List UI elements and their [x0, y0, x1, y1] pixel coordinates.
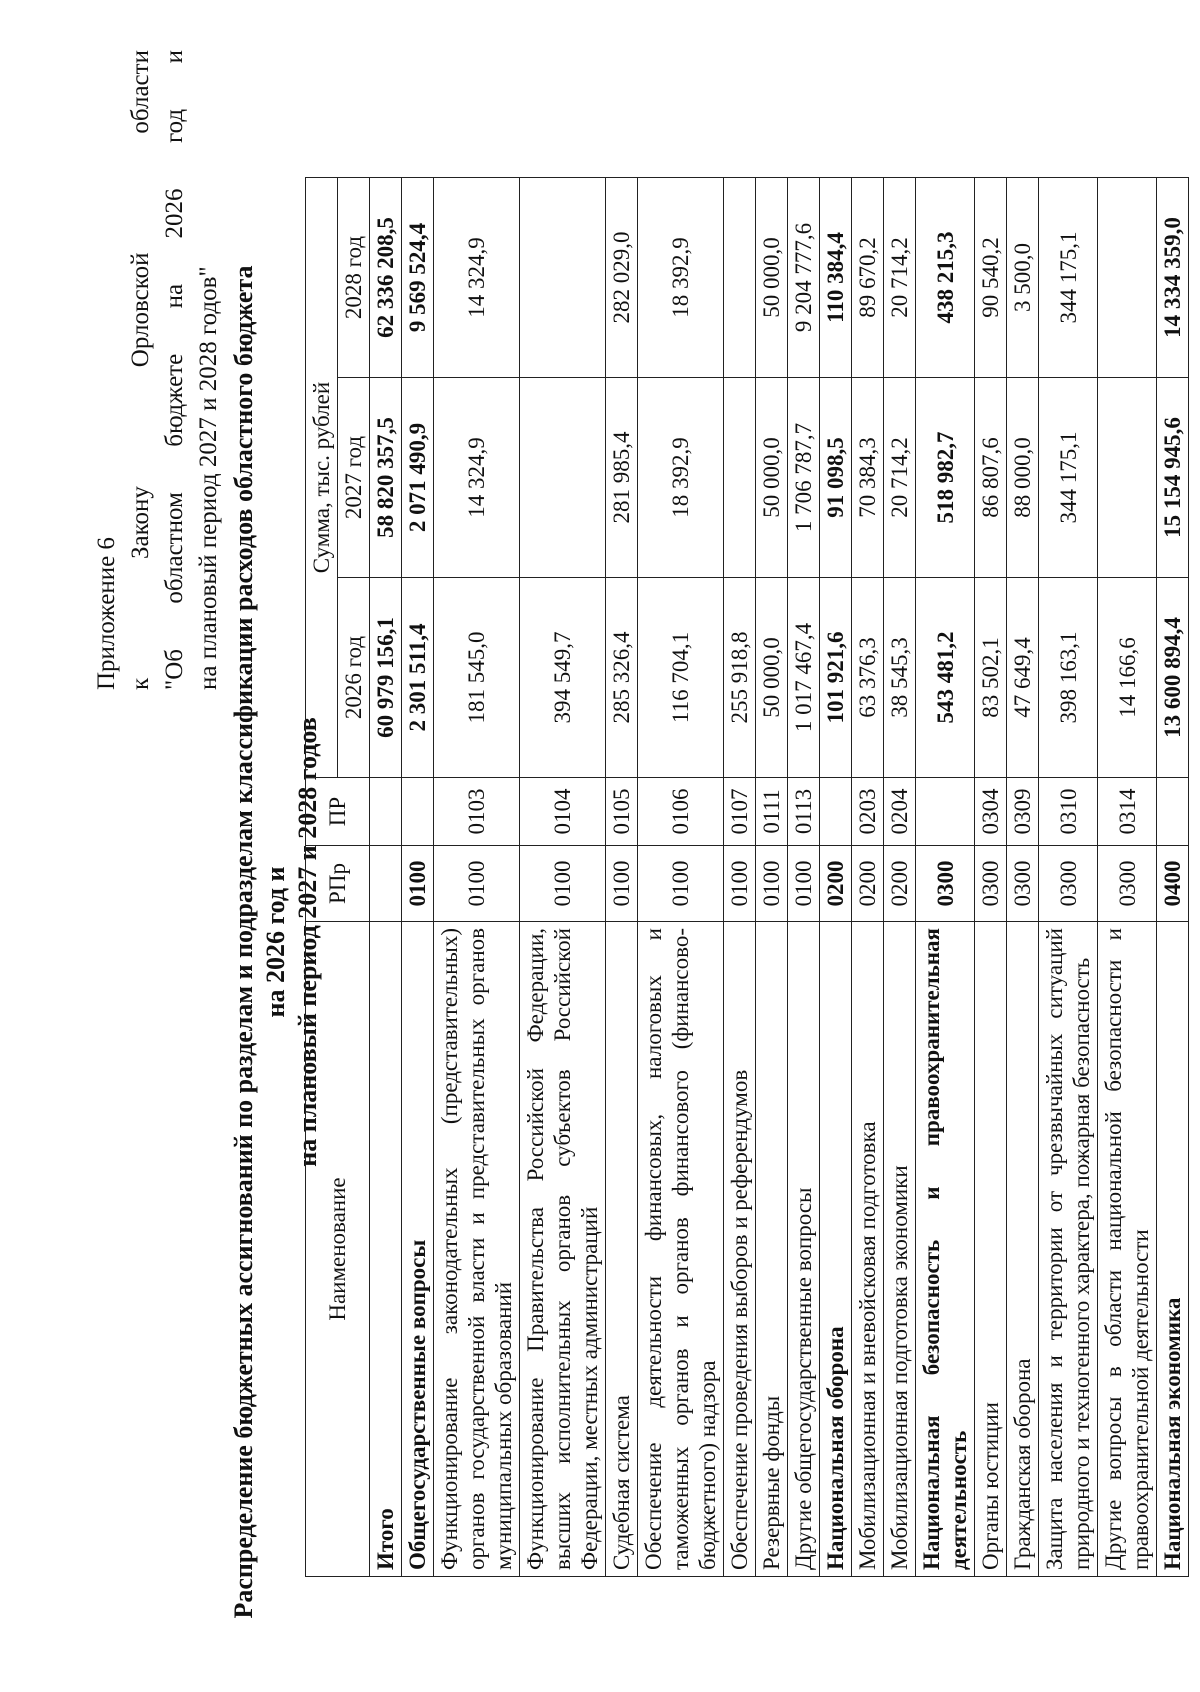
row-value-2027: 518 982,7	[916, 378, 975, 578]
row-value-2027: 2 071 490,9	[402, 378, 434, 578]
table	[305, 177, 1189, 1577]
row-name: Гражданская оборона	[1007, 922, 1039, 1577]
budget-allocation-table	[305, 177, 1189, 1577]
row-rz-code: 0200	[820, 846, 852, 922]
row-name: Мобилизационная и вневойсковая подготовка	[852, 922, 884, 1577]
row-rz-code: 0100	[402, 846, 434, 922]
row-value-2027	[1098, 378, 1157, 578]
row-value-2026: 14 166,6	[1098, 578, 1157, 778]
row-name: Национальная экономика	[1157, 922, 1189, 1577]
row-pr-code: 0304	[975, 778, 1007, 846]
row-name: Функционирование законодательных (представительных) органов государственной власти и представительных органов муниципальных образований	[434, 922, 520, 1577]
row-rz-code: 0400	[1157, 846, 1189, 922]
row-pr-code: 0105	[606, 778, 638, 846]
row-value-2026: 543 481,2	[916, 578, 975, 778]
row-value-2028: 9 569 524,4	[402, 178, 434, 378]
row-name: Обеспечение проведения выборов и референдумов	[724, 922, 756, 1577]
title-line-2: на плановый период 2027 и 2028 годов	[293, 717, 322, 1167]
table-header-row	[306, 178, 338, 1577]
row-value-2027: 1 706 787,7	[788, 378, 820, 578]
row-value-2026: 38 545,3	[884, 578, 916, 778]
row-rz-code: 0100	[788, 846, 820, 922]
row-value-2027: 88 000,0	[1007, 378, 1039, 578]
row-name: Защита населения и территории от чрезвычайных ситуаций природного и техногенного характера, пожарная безопасность	[1039, 922, 1098, 1577]
appendix-header	[90, 50, 226, 690]
row-rz-code: 0100	[520, 846, 606, 922]
row-pr-code	[820, 778, 852, 846]
row-value-2026: 1 017 467,4	[788, 578, 820, 778]
row-rz-code: 0300	[916, 846, 975, 922]
row-rz-code	[370, 846, 402, 922]
table-row	[916, 178, 975, 1577]
header-name: Наименование	[306, 922, 370, 1577]
table-row	[1007, 178, 1039, 1577]
row-value-2027	[724, 378, 756, 578]
row-pr-code	[916, 778, 975, 846]
row-value-2028: 344 175,1	[1039, 178, 1098, 378]
row-pr-code: 0203	[852, 778, 884, 846]
table-row	[852, 178, 884, 1577]
row-rz-code: 0300	[1007, 846, 1039, 922]
table-row	[402, 178, 434, 1577]
row-pr-code: 0107	[724, 778, 756, 846]
row-pr-code	[370, 778, 402, 846]
row-name: Судебная система	[606, 922, 638, 1577]
row-value-2028: 14 324,9	[434, 178, 520, 378]
row-value-2026: 83 502,1	[975, 578, 1007, 778]
row-pr-code: 0310	[1039, 778, 1098, 846]
row-name: Обеспечение деятельности финансовых, налоговых и таможенных органов и органов финансового (финансово-бюджетного) надзора	[638, 922, 724, 1577]
row-pr-code	[1157, 778, 1189, 846]
row-rz-code: 0300	[1039, 846, 1098, 922]
row-value-2027: 15 154 945,6	[1157, 378, 1189, 578]
row-value-2026: 394 549,7	[520, 578, 606, 778]
row-name: Национальная безопасность и правоохранительная деятельность	[916, 922, 975, 1577]
row-value-2026: 50 000,0	[756, 578, 788, 778]
title-line-1: Распределение бюджетных ассигнований по разделам и подразделам классификации расходов областного бюджета на 2026 год и	[229, 265, 290, 1619]
row-pr-code: 0104	[520, 778, 606, 846]
row-name: Национальная оборона	[820, 922, 852, 1577]
row-value-2028: 90 540,2	[975, 178, 1007, 378]
row-value-2028: 20 714,2	[884, 178, 916, 378]
table-row	[724, 178, 756, 1577]
header-2026: 2026 год	[338, 578, 370, 778]
row-pr-code	[402, 778, 434, 846]
row-name: Резервные фонды	[756, 922, 788, 1577]
row-value-2026: 285 326,4	[606, 578, 638, 778]
row-value-2028: 9 204 777,6	[788, 178, 820, 378]
row-value-2028: 438 215,3	[916, 178, 975, 378]
table-row	[638, 178, 724, 1577]
appendix-law-line: к Закону Орловской области	[127, 50, 154, 690]
table-row	[1157, 178, 1189, 1577]
row-value-2026: 13 600 894,4	[1157, 578, 1189, 778]
row-value-2028	[1098, 178, 1157, 378]
row-pr-code: 0204	[884, 778, 916, 846]
row-rz-code: 0100	[756, 846, 788, 922]
row-value-2028: 14 334 359,0	[1157, 178, 1189, 378]
row-value-2028	[724, 178, 756, 378]
row-value-2026: 47 649,4	[1007, 578, 1039, 778]
row-value-2028: 62 336 208,5	[370, 178, 402, 378]
row-pr-code: 0111	[756, 778, 788, 846]
row-rz-code: 0300	[1098, 846, 1157, 922]
header-2028: 2028 год	[338, 178, 370, 378]
row-rz-code: 0100	[434, 846, 520, 922]
row-value-2028: 3 500,0	[1007, 178, 1039, 378]
row-value-2026: 60 979 156,1	[370, 578, 402, 778]
row-name: Итого	[370, 922, 402, 1577]
row-value-2028	[520, 178, 606, 378]
row-value-2027: 58 820 357,5	[370, 378, 402, 578]
table-row	[820, 178, 852, 1577]
row-value-2026: 2 301 511,4	[402, 578, 434, 778]
row-rz-code: 0300	[975, 846, 1007, 922]
row-value-2027: 18 392,9	[638, 378, 724, 578]
row-value-2026: 116 704,1	[638, 578, 724, 778]
row-pr-code: 0314	[1098, 778, 1157, 846]
row-name: Другие общегосударственные вопросы	[788, 922, 820, 1577]
row-value-2027: 20 714,2	[884, 378, 916, 578]
row-value-2027: 86 807,6	[975, 378, 1007, 578]
row-value-2026: 63 376,3	[852, 578, 884, 778]
row-value-2028: 50 000,0	[756, 178, 788, 378]
table-row	[606, 178, 638, 1577]
table-row	[975, 178, 1007, 1577]
row-value-2027: 70 384,3	[852, 378, 884, 578]
header-rz: РПр	[306, 846, 370, 922]
table-row	[520, 178, 606, 1577]
row-pr-code: 0106	[638, 778, 724, 846]
row-value-2026: 101 921,6	[820, 578, 852, 778]
row-pr-code: 0103	[434, 778, 520, 846]
row-rz-code: 0100	[638, 846, 724, 922]
row-name: Другие вопросы в области национальной безопасности и правоохранительной деятельности	[1098, 922, 1157, 1577]
row-value-2028: 282 029,0	[606, 178, 638, 378]
header-2027: 2027 год	[338, 378, 370, 578]
row-pr-code: 0113	[788, 778, 820, 846]
row-value-2027: 281 985,4	[606, 378, 638, 578]
table-row	[756, 178, 788, 1577]
row-value-2028: 18 392,9	[638, 178, 724, 378]
table-row	[1098, 178, 1157, 1577]
row-rz-code: 0100	[724, 846, 756, 922]
row-rz-code: 0200	[852, 846, 884, 922]
row-name: Мобилизационная подготовка экономики	[884, 922, 916, 1577]
row-name: Органы юстиции	[975, 922, 1007, 1577]
table-row	[884, 178, 916, 1577]
row-name: Общегосударственные вопросы	[402, 922, 434, 1577]
row-value-2026: 398 163,1	[1039, 578, 1098, 778]
row-value-2028: 89 670,2	[852, 178, 884, 378]
row-pr-code: 0309	[1007, 778, 1039, 846]
header-pr: ПР	[306, 778, 370, 846]
row-value-2027: 50 000,0	[756, 378, 788, 578]
appendix-period-line: на плановый период 2027 и 2028 годов"	[195, 266, 222, 690]
row-rz-code: 0200	[884, 846, 916, 922]
table-row	[788, 178, 820, 1577]
row-value-2028: 110 384,4	[820, 178, 852, 378]
table-row	[370, 178, 402, 1577]
row-value-2026: 255 918,8	[724, 578, 756, 778]
row-value-2027: 91 098,5	[820, 378, 852, 578]
appendix-law-title-line: "Об областном бюджете на 2026 год и	[161, 50, 188, 690]
table-row	[1039, 178, 1098, 1577]
row-value-2027	[520, 378, 606, 578]
table-row	[434, 178, 520, 1577]
row-value-2027: 344 175,1	[1039, 378, 1098, 578]
row-value-2026: 181 545,0	[434, 578, 520, 778]
header-sum: Сумма, тыс. рублей	[306, 178, 338, 778]
appendix-number: Приложение 6	[93, 537, 120, 690]
row-value-2027: 14 324,9	[434, 378, 520, 578]
row-name: Функционирование Правительства Российской Федерации, высших исполнительных органов субъектов Российской Федерации, местных администраций	[520, 922, 606, 1577]
row-rz-code: 0100	[606, 846, 638, 922]
